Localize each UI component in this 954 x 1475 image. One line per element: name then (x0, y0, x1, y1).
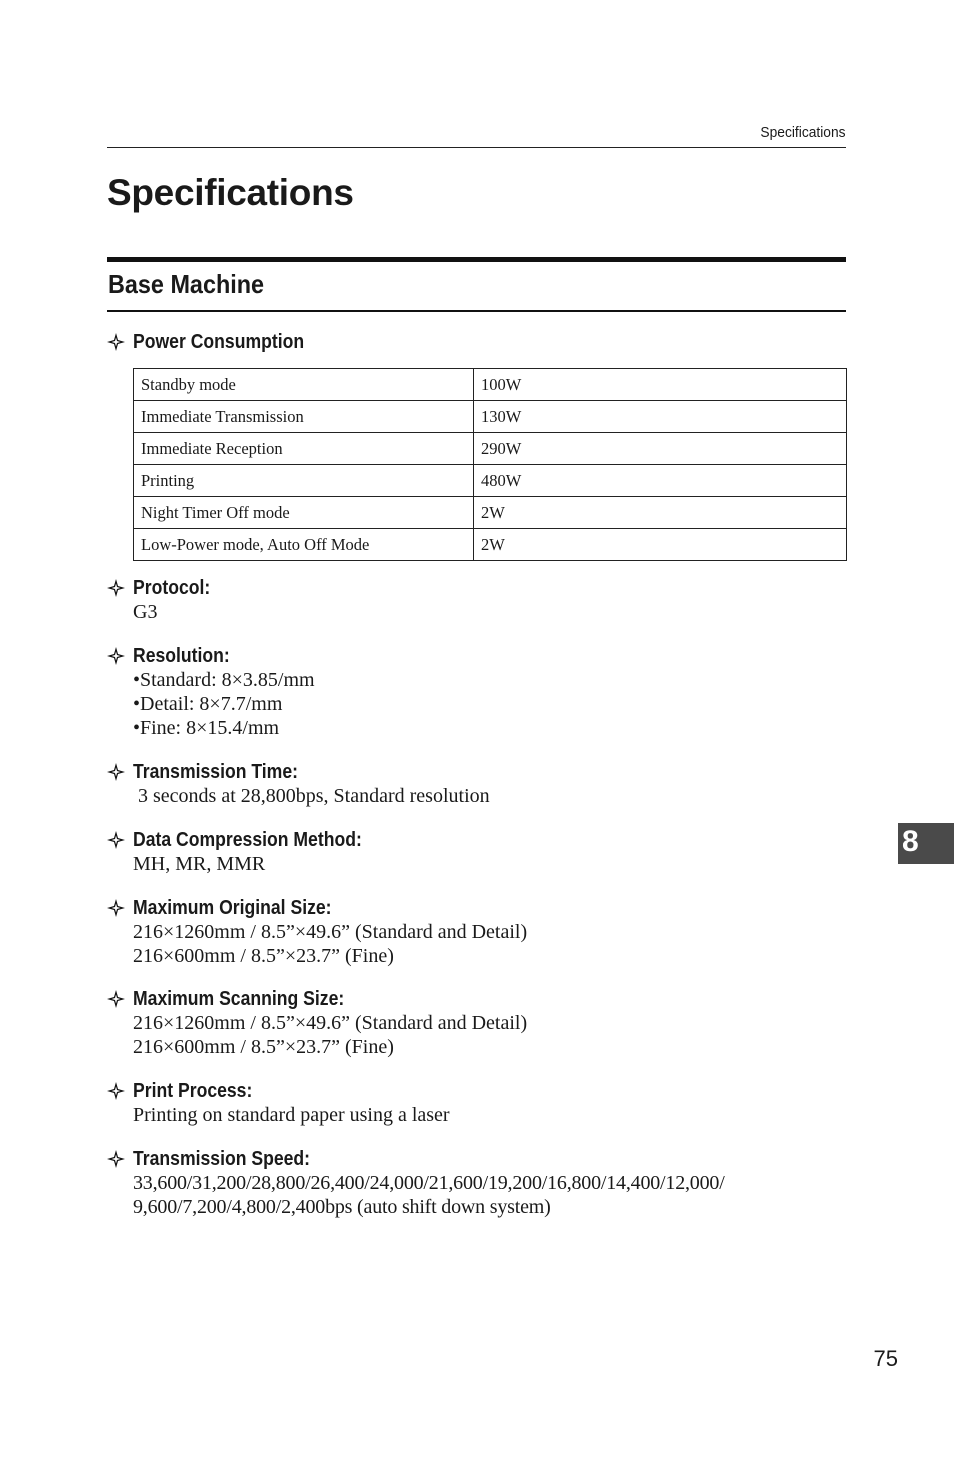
max-original-size-item (107, 896, 852, 968)
max-original-size-heading: Maximum Original Size: (133, 897, 332, 919)
diamond-bullet-icon (107, 1082, 125, 1100)
protocol-heading: Protocol: (133, 577, 211, 599)
mode-cell: Standby mode (134, 369, 474, 401)
table-row (134, 465, 847, 497)
transmission-time-heading: Transmission Time: (133, 761, 298, 783)
diamond-bullet-icon (107, 763, 125, 781)
resolution-heading: Resolution: (133, 645, 230, 667)
resolution-line: •Standard: 8×3.85/mm (133, 669, 315, 691)
mode-cell: Immediate Reception (134, 433, 474, 465)
table-row (134, 433, 847, 465)
compression-heading: Data Compression Method: (133, 829, 362, 851)
table-row (134, 529, 847, 561)
diamond-bullet-icon (107, 647, 125, 665)
compression-value: MH, MR, MMR (133, 853, 266, 875)
print-process-heading: Print Process: (133, 1080, 253, 1102)
mode-cell: Printing (134, 465, 474, 497)
mode-cell: Immediate Transmission (134, 401, 474, 433)
diamond-bullet-icon (107, 899, 125, 917)
transmission-speed-item (107, 1147, 852, 1219)
value-cell: 480W (474, 465, 847, 497)
print-process-item (107, 1079, 852, 1127)
diamond-bullet-icon (107, 990, 125, 1008)
section-rule-bottom (107, 310, 846, 312)
value-cell: 2W (474, 529, 847, 561)
diamond-bullet-icon (107, 1150, 125, 1168)
running-head: Specifications (760, 124, 846, 141)
value-cell: 290W (474, 433, 847, 465)
value-cell: 130W (474, 401, 847, 433)
transmission-time-value: 3 seconds at 28,800bps, Standard resolution (138, 785, 490, 807)
transmission-speed-line: 9,600/7,200/4,800/2,400bps (auto shift down system) (133, 1196, 551, 1218)
mode-cell: Low-Power mode, Auto Off Mode (134, 529, 474, 561)
chapter-number: 8 (902, 825, 919, 858)
max-original-size-line: 216×1260mm / 8.5”×49.6” (Standard and Detail) (133, 921, 528, 943)
transmission-time-item (107, 760, 852, 808)
header-rule (107, 147, 846, 148)
max-scanning-size-item (107, 987, 852, 1059)
section-rule-top (107, 257, 846, 262)
transmission-speed-line: 33,600/31,200/28,800/26,400/24,000/21,600/19,200/16,800/14,400/12,000/ (133, 1172, 725, 1194)
table-row (134, 401, 847, 433)
diamond-bullet-icon (107, 831, 125, 849)
power-consumption-heading: Power Consumption (133, 331, 305, 353)
section-title: Base Machine (108, 269, 265, 299)
resolution-line: •Detail: 8×7.7/mm (133, 693, 283, 715)
mode-cell: Night Timer Off mode (134, 497, 474, 529)
page-number: 75 (873, 1346, 898, 1371)
resolution-item (107, 644, 852, 740)
value-cell: 100W (474, 369, 847, 401)
protocol-value: G3 (133, 601, 158, 623)
table-row (134, 497, 847, 529)
compression-item (107, 828, 852, 876)
table-row (134, 369, 847, 401)
protocol-item (107, 576, 852, 624)
transmission-speed-heading: Transmission Speed: (133, 1148, 311, 1170)
print-process-value: Printing on standard paper using a laser (133, 1104, 450, 1126)
power-consumption-table (133, 368, 847, 561)
power-consumption-item (107, 330, 852, 354)
max-scanning-size-heading: Maximum Scanning Size: (133, 988, 345, 1010)
chapter-tab (898, 823, 954, 864)
max-original-size-line: 216×600mm / 8.5”×23.7” (Fine) (133, 945, 394, 967)
diamond-bullet-icon (107, 579, 125, 597)
max-scanning-size-line: 216×600mm / 8.5”×23.7” (Fine) (133, 1036, 394, 1058)
value-cell: 2W (474, 497, 847, 529)
page-title: Specifications (107, 172, 354, 213)
resolution-line: •Fine: 8×15.4/mm (133, 717, 280, 739)
diamond-bullet-icon (107, 333, 125, 351)
max-scanning-size-line: 216×1260mm / 8.5”×49.6” (Standard and Detail) (133, 1012, 528, 1034)
